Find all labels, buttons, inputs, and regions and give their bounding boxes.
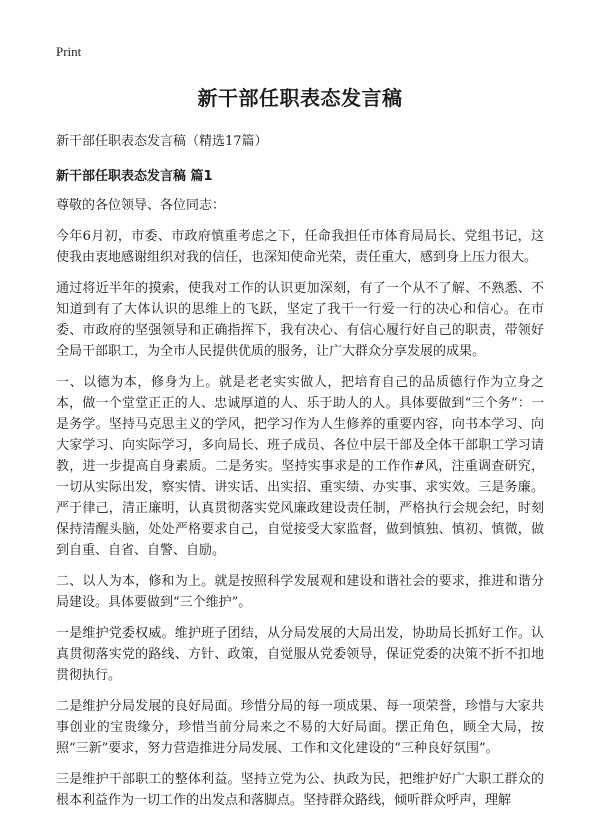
page-title: 新干部任职表态发言稿 <box>197 86 403 110</box>
paragraph: 三是维护干部职工的整体利益。坚持立党为公、执政为民，把维护好广大职工群众的根本利益作为一切工作的出发点和落脚点。坚持群众路线，倾听群众呼声，理解 <box>56 772 544 808</box>
print-link[interactable]: Print <box>56 44 82 59</box>
document-subtitle: 新干部任职表态发言稿（精选17篇） <box>56 134 268 149</box>
paragraph: 一是维护党委权威。维护班子团结，从分局发展的大局出发，协助局长抓好工作。认真贯彻落实党的路线、方针、政策，自觉服从党委领导，保证党委的决策不折不扣地贯彻执行。 <box>56 626 544 683</box>
section-heading: 新干部任职表态发言稿 篇1 <box>56 169 213 184</box>
paragraph: 今年6月初，市委、市政府慎重考虑之下，任命我担任市体育局局长、党组书记，这使我由衷地感谢组织对我的信任，也深知使命光荣，责任重大，感到身上压力很大。 <box>56 229 544 265</box>
greeting: 尊敬的各位领导、各位同志： <box>56 198 226 213</box>
paragraph: 二是维护分局发展的良好局面。珍惜分局的每一项成果、每一项荣誉，珍惜与大家共事创业的宝贵缘分，珍惜当前分局来之不易的大好局面。摆正角色，顾全大局，按照“三新”要求，努力营造推进分局发展、工作和文化建设的“三种良好氛围”。 <box>56 699 544 756</box>
paragraph: 一、以德为本，修身为上。就是老老实实做人，把培育自己的品质德行作为立身之本，做一个堂堂正正的人、忠诚厚道的人、乐于助人的人。具体要做到“三个务”：一是务学。坚持马克思主义的学风，把学习作为人生修养的重要内容，向书本学习、向大家学习、向实际学习，多向局长、班子成员、各位中层干部及全体干部职工学习请教，进一步提高自身素质。二是务实。坚持实事求是的工作作#风，注重调查研究，一切从实际出发，察实情、讲实话、出实招、重实绩、办实事、求实效。三是务廉。严于律己，清正廉明，认真贯彻落实党风廉政建设责任制，严格执行会规会纪，时刻保持清醒头脑，处处严格要求自己，自觉接受大家监督，做到慎独、慎初、慎微，做到自重、自省、自警、自励。 <box>56 375 544 558</box>
paragraph: 二、以人为本，修和为上。就是按照科学发展观和建设和谐社会的要求，推进和谐分局建设。具体要做到“三个维护”。 <box>56 574 544 610</box>
paragraph: 通过将近半年的摸索，使我对工作的认识更加深刻，有了一个从不了解、不熟悉、不知道到有了大体认识的思维上的飞跃，坚定了我干一行爱一行的决心和信心。在市委、市政府的坚强领导和正确指挥下，我有决心、有信心履行好自己的职责，带领好全局干部职工，为全市人民提供优质的服务，让广大群众分享发展的成果。 <box>56 281 544 359</box>
